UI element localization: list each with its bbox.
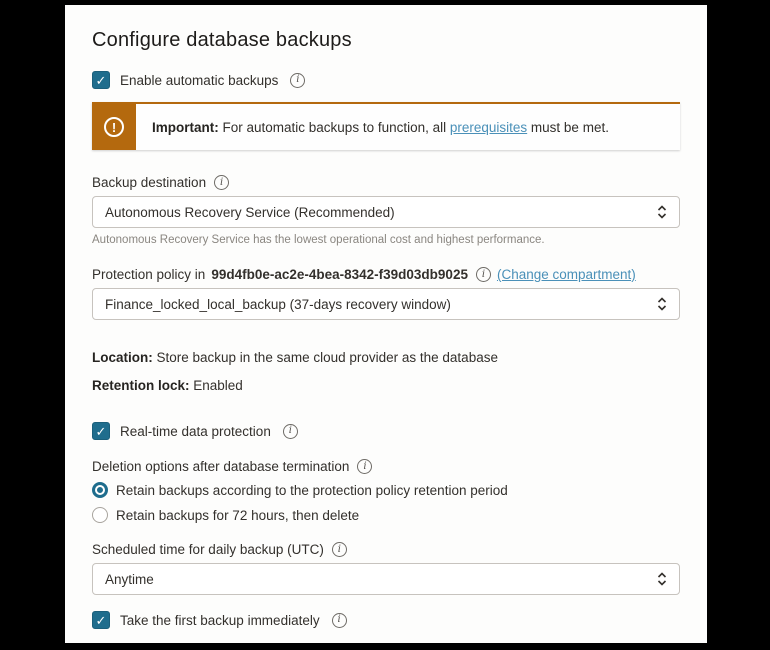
retention-lock-value: Enabled — [189, 378, 243, 393]
alert-circle-icon: ! — [104, 117, 124, 137]
info-icon[interactable]: i — [357, 459, 372, 474]
realtime-protection-label: Real-time data protection — [120, 423, 271, 439]
protection-policy-select[interactable] — [92, 288, 680, 320]
banner-prefix: Important: — [152, 119, 219, 135]
first-backup-checkbox[interactable]: ✓ — [92, 611, 110, 629]
retain-policy-radio[interactable] — [92, 482, 108, 498]
protection-policy-section — [92, 266, 680, 320]
compartment-id: 99d4fb0e-ac2e-4bea-8342-f39d03db9025 — [211, 267, 468, 282]
enable-automatic-backups-checkbox[interactable]: ✓ — [92, 71, 110, 89]
configure-backups-panel — [65, 5, 707, 643]
realtime-protection-checkbox[interactable]: ✓ — [92, 422, 110, 440]
schedule-label-row — [92, 541, 680, 558]
deletion-options-label-row — [92, 458, 680, 475]
protection-policy-value: Finance_locked_local_backup (37-days recovery window) — [105, 296, 451, 312]
retain-policy-option-row — [92, 480, 680, 500]
first-backup-label: Take the first backup immediately — [120, 612, 320, 628]
backup-destination-label: Backup destination — [92, 175, 207, 190]
schedule-label: Scheduled time for daily backup (UTC) — [92, 542, 324, 557]
location-line — [92, 350, 680, 367]
schedule-select[interactable] — [92, 563, 680, 595]
schedule-section — [92, 541, 680, 595]
chevron-up-down-icon — [657, 571, 667, 587]
banner-text-after: must be met. — [527, 119, 609, 135]
chevron-up-down-icon — [657, 296, 667, 312]
backup-destination-helper: Autonomous Recovery Service has the lowest operational cost and highest performance. — [92, 234, 545, 246]
enable-automatic-backups-label: Enable automatic backups — [120, 72, 279, 88]
protection-policy-label-row — [92, 266, 680, 283]
info-icon[interactable]: i — [476, 267, 491, 282]
schedule-value: Anytime — [105, 571, 154, 587]
deletion-options-label: Deletion options after database termination — [92, 459, 350, 474]
info-icon[interactable]: i — [214, 175, 229, 190]
info-icon[interactable]: i — [290, 73, 305, 88]
banner-message — [136, 104, 625, 150]
chevron-up-down-icon — [657, 204, 667, 220]
realtime-protection-row — [92, 421, 680, 441]
retain-72h-radio[interactable] — [92, 507, 108, 523]
retain-72h-label: Retain backups for 72 hours, then delete — [116, 507, 360, 523]
page-title: Configure database backups — [92, 29, 352, 51]
protection-policy-label: Protection policy in — [92, 267, 206, 282]
retention-lock-line — [92, 378, 680, 395]
info-icon[interactable]: i — [332, 613, 347, 628]
backup-destination-section — [92, 174, 680, 248]
important-banner — [92, 102, 680, 150]
backup-destination-value: Autonomous Recovery Service (Recommended) — [105, 204, 395, 220]
location-value: Store backup in the same cloud provider as the database — [152, 350, 498, 365]
change-compartment-link[interactable]: (Change compartment) — [496, 267, 636, 282]
enable-automatic-backups-row — [92, 70, 680, 90]
retain-policy-label: Retain backups according to the protection policy retention period — [116, 482, 508, 498]
retain-72h-option-row — [92, 505, 680, 525]
prerequisites-link[interactable]: prerequisites — [449, 119, 528, 135]
first-backup-row — [92, 610, 680, 630]
deletion-options-section — [92, 458, 680, 525]
info-icon[interactable]: i — [283, 424, 298, 439]
banner-badge — [92, 104, 136, 150]
location-label: Location: — [92, 350, 153, 365]
backup-destination-label-row — [92, 174, 680, 191]
banner-text-before: For automatic backups to function, all — [218, 119, 450, 135]
retention-lock-label: Retention lock: — [92, 378, 190, 393]
info-icon[interactable]: i — [332, 542, 347, 557]
backup-destination-select[interactable] — [92, 196, 680, 228]
